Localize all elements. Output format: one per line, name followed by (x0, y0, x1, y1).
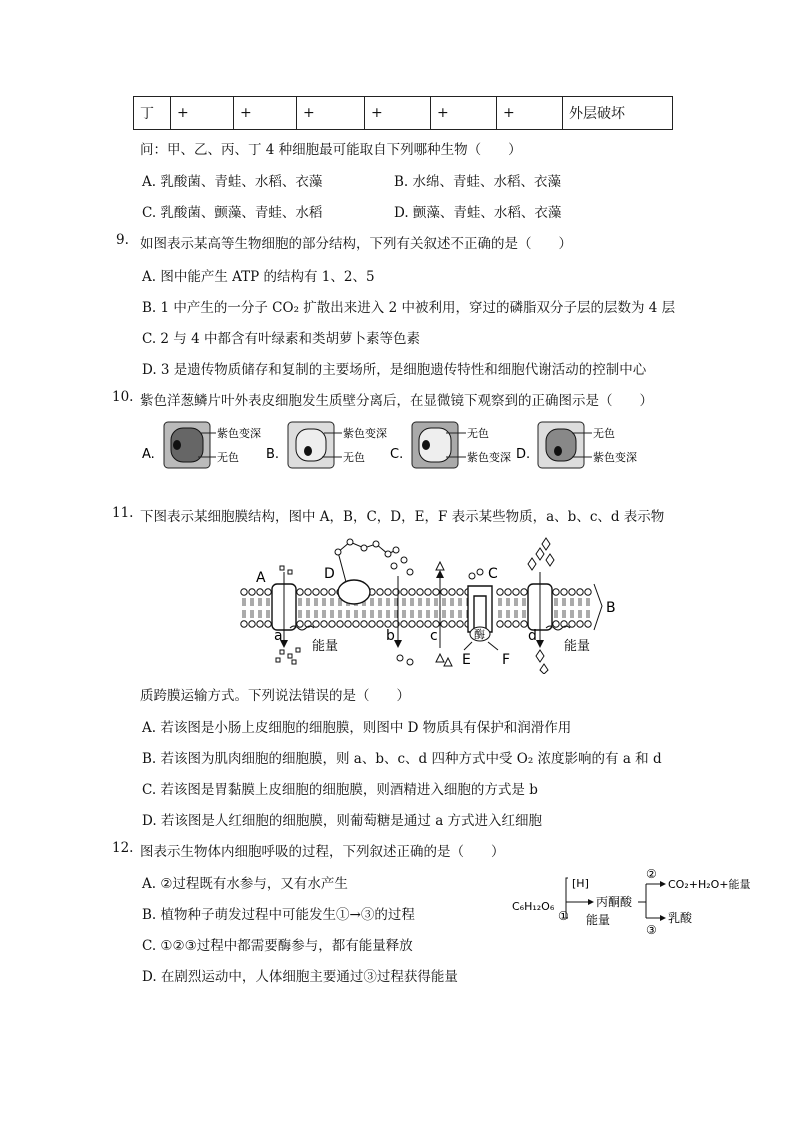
phospholipid-head (497, 621, 503, 627)
label-bottom: 紫色变深 (467, 451, 511, 464)
phospholipid-head (449, 589, 455, 595)
phospholipid-head (361, 621, 367, 627)
phospholipid-head (409, 589, 415, 595)
phospholipid-tail (563, 610, 565, 618)
q12-option-c: C. ①②③过程中都需要酶参与，都有能量释放 (142, 938, 413, 954)
phospholipid-tail (587, 610, 589, 618)
phospholipid-tail (435, 598, 437, 606)
label-E: E (462, 652, 471, 668)
phospholipid-tail (435, 610, 437, 618)
label-B: B (606, 600, 616, 616)
phospholipid-tail (251, 598, 253, 606)
q11-option-c: C. 若该图是胃黏膜上皮细胞的细胞膜，则酒精进入细胞的方式是 b (142, 782, 538, 798)
q9-option-b: B. 1 中产生的一分子 CO₂ 扩散出来进入 2 中被利用，穿过的磷脂双分子层的层数为 4 层 (142, 300, 676, 316)
phospholipid-head (329, 589, 335, 595)
phospholipid-tail (563, 598, 565, 606)
label-A: A (256, 570, 266, 586)
phospholipid-head (241, 589, 247, 595)
phospholipid-head (441, 589, 447, 595)
nucleus (173, 440, 181, 450)
q9-number: 9. (116, 232, 129, 248)
phospholipid-head (433, 589, 439, 595)
phospholipid-head (409, 621, 415, 627)
phospholipid-head (401, 621, 407, 627)
phospholipid-tail (523, 598, 525, 606)
phospholipid-tail (323, 610, 325, 618)
phospholipid-head (569, 589, 575, 595)
phospholipid-head (585, 621, 591, 627)
q9-stem: 如图表示某高等生物细胞的部分结构，下列有关叙述不正确的是（ ） (140, 236, 572, 252)
phospholipid-head (513, 621, 519, 627)
phospholipid-head (297, 621, 303, 627)
phospholipid-head (401, 589, 407, 595)
label-d: d (528, 628, 537, 644)
phospholipid-tail (403, 598, 405, 606)
phospholipid-tail (419, 598, 421, 606)
lactic-acid-label: 乳酸 (668, 911, 693, 925)
q11-option-b: B. 若该图为肌肉细胞的细胞膜，则 a、b、c、d 四种方式中受 O₂ 浓度影响的有 a 和 d (142, 751, 662, 767)
panel-letter: D. (516, 447, 531, 462)
phospholipid-tail (523, 610, 525, 618)
phospholipid-head (257, 621, 263, 627)
phospholipid-head (377, 589, 383, 595)
label-b: b (386, 628, 395, 644)
phospholipid-tail (379, 610, 381, 618)
table-row (134, 97, 673, 130)
phospholipid-tail (427, 598, 429, 606)
phospholipid-head (353, 621, 359, 627)
step-2-label: ② (646, 867, 657, 881)
phospholipid-tail (451, 598, 453, 606)
label-c: c (430, 628, 438, 644)
phospholipid-head (321, 621, 327, 627)
phospholipid-head (417, 589, 423, 595)
phospholipid-head (241, 621, 247, 627)
phospholipid-tail (323, 598, 325, 606)
table-cell: + (297, 97, 365, 130)
nucleus (304, 446, 312, 456)
phospholipid-head (385, 621, 391, 627)
phospholipid-tail (451, 610, 453, 618)
phospholipid-head (457, 589, 463, 595)
label-top: 紫色变深 (217, 427, 261, 440)
q10-number: 10. (112, 389, 134, 405)
phospholipid-tail (387, 598, 389, 606)
q8-stem: 问：甲、乙、丙、丁 4 种细胞最可能取自下列哪种生物（ ） (140, 142, 522, 158)
phospholipid-tail (411, 598, 413, 606)
q10-stem: 紫色洋葱鳞片叶外表皮细胞发生质壁分离后，在显微镜下观察到的正确图示是（ ） (140, 393, 653, 409)
phospholipid-tail (443, 610, 445, 618)
phospholipid-tail (267, 610, 269, 618)
phospholipid-tail (299, 610, 301, 618)
nucleus (554, 446, 562, 456)
phospholipid-tail (331, 610, 333, 618)
phospholipid-tail (355, 610, 357, 618)
phospholipid-head (585, 589, 591, 595)
phospholipid-tail (459, 610, 461, 618)
q8-option-b: B. 水绵、青蛙、水稻、衣藻 (394, 174, 562, 190)
q12-option-b: B. 植物种子萌发过程中可能发生①→③的过程 (142, 907, 415, 923)
phospholipid-head (505, 589, 511, 595)
phospholipid-head (425, 621, 431, 627)
phospholipid-tail (411, 610, 413, 618)
phospholipid-head (249, 621, 255, 627)
label-a: a (274, 628, 283, 644)
q9-option-c: C. 2 与 4 中都含有叶绿素和类胡萝卜素等色素 (142, 331, 420, 347)
glucose-label: C₆H₁₂O₆ (512, 900, 555, 913)
phospholipid-tail (299, 598, 301, 606)
phospholipid-tail (307, 610, 309, 618)
phospholipid-head (297, 589, 303, 595)
panel-letter: B. (266, 447, 280, 462)
q12-stem: 图表示生物体内细胞呼吸的过程，下列叙述正确的是（ ） (140, 844, 505, 860)
q11-option-d: D. 若该图是人红细胞的细胞膜，则葡萄糖是通过 a 方式进入红细胞 (142, 813, 543, 829)
table-cell: + (497, 97, 563, 130)
phospholipid-tail (579, 610, 581, 618)
phospholipid-head (553, 589, 559, 595)
phospholipid-tail (443, 598, 445, 606)
label-bottom: 无色 (217, 451, 239, 464)
phospholipid-tail (403, 610, 405, 618)
phospholipid-tail (507, 598, 509, 606)
panel-c (390, 422, 511, 468)
phospholipid-tail (243, 610, 245, 618)
phospholipid-tail (347, 610, 349, 618)
phospholipid-head (313, 589, 319, 595)
table-cell: + (171, 97, 234, 130)
respiration-diagram (510, 866, 760, 936)
q8-option-a: A. 乳酸菌、青蛙、水稻、衣藻 (142, 174, 323, 190)
phospholipid-tail (339, 610, 341, 618)
phospholipid-tail (419, 610, 421, 618)
phospholipid-head (577, 589, 583, 595)
plasmolysis-figure (138, 417, 678, 471)
phospholipid-tail (307, 598, 309, 606)
label-top: 无色 (593, 427, 615, 440)
phospholipid-head (441, 621, 447, 627)
label-top: 紫色变深 (343, 427, 387, 440)
label-top: 无色 (467, 427, 489, 440)
h-label: [H] (572, 877, 589, 890)
pyruvate-label: 丙酮酸 (596, 895, 633, 909)
phospholipid-tail (499, 610, 501, 618)
table-cell: + (234, 97, 297, 130)
phospholipid-head (377, 621, 383, 627)
phospholipid-head (321, 589, 327, 595)
aerobic-product-label: CO₂+H₂O+能量 (668, 878, 751, 891)
phospholipid-head (257, 589, 263, 595)
phospholipid-tail (363, 610, 365, 618)
glycoprotein-d (338, 580, 370, 604)
phospholipid-head (457, 621, 463, 627)
channel-protein-c (468, 586, 492, 632)
panel-a (142, 422, 261, 468)
label-D: D (324, 566, 335, 582)
phospholipid-tail (555, 610, 557, 618)
phospholipid-head (369, 621, 375, 627)
table-cell: 丁 (134, 97, 171, 130)
label-F: F (502, 652, 511, 668)
phospholipid-tail (515, 598, 517, 606)
result-table (133, 96, 673, 130)
phospholipid-tail (395, 610, 397, 618)
phospholipid-head (521, 589, 527, 595)
label-bottom: 紫色变深 (593, 451, 637, 464)
phospholipid-head (425, 589, 431, 595)
phospholipid-tail (371, 598, 373, 606)
phospholipid-tail (459, 598, 461, 606)
phospholipid-head (265, 621, 271, 627)
phospholipid-tail (259, 598, 261, 606)
label-C: C (488, 566, 498, 582)
phospholipid-tail (579, 598, 581, 606)
phospholipid-tail (587, 598, 589, 606)
phospholipid-head (337, 621, 343, 627)
panel-d (516, 422, 637, 468)
protoplast (296, 429, 326, 461)
phospholipid-head (305, 589, 311, 595)
phospholipid-tail (243, 598, 245, 606)
nucleus (422, 440, 430, 450)
phospholipid-tail (315, 598, 317, 606)
phospholipid-tail (371, 610, 373, 618)
phospholipid-head (561, 589, 567, 595)
q11-stem-continued: 质跨膜运输方式。下列说法错误的是（ ） (140, 688, 410, 704)
phospholipid-tail (571, 598, 573, 606)
phospholipid-tail (379, 598, 381, 606)
phospholipid-tail (259, 610, 261, 618)
panel-b (266, 422, 387, 468)
phospholipid-head (497, 589, 503, 595)
phospholipid-head (433, 621, 439, 627)
phospholipid-head (385, 589, 391, 595)
q11-option-a: A. 若该图是小肠上皮细胞的细胞膜，则图中 D 物质具有保护和润滑作用 (142, 720, 572, 736)
step-3-label: ③ (646, 923, 657, 936)
phospholipid-tail (499, 598, 501, 606)
phospholipid-tail (267, 598, 269, 606)
phospholipid-head (553, 621, 559, 627)
phospholipid-head (521, 621, 527, 627)
q12-option-a: A. ②过程既有水参与，又有水产生 (142, 876, 348, 892)
phospholipid-head (417, 621, 423, 627)
phospholipid-head (265, 589, 271, 595)
protoplast (546, 429, 576, 461)
phospholipid-head (313, 621, 319, 627)
phospholipid-tail (515, 610, 517, 618)
q8-option-d: D. 颤藻、青蛙、水稻、衣藻 (394, 205, 562, 221)
q12-number: 12. (112, 840, 134, 856)
q9-option-d: D. 3 是遗传物质储存和复制的主要场所，是细胞遗传特性和细胞代谢活动的控制中心 (142, 362, 647, 378)
phospholipid-tail (571, 610, 573, 618)
q11-number: 11. (112, 505, 134, 521)
phospholipid-tail (555, 598, 557, 606)
label-bottom: 无色 (343, 451, 365, 464)
phospholipid-head (505, 621, 511, 627)
phospholipid-tail (507, 610, 509, 618)
table-cell: + (431, 97, 497, 130)
phospholipid-head (577, 621, 583, 627)
q9-option-a: A. 图中能产生 ATP 的结构有 1、2、5 (142, 269, 375, 285)
panel-letter: C. (390, 447, 404, 462)
energy-label: 能量 (312, 639, 339, 654)
phospholipid-head (569, 621, 575, 627)
panel-letter: A. (142, 447, 155, 462)
phospholipid-tail (331, 598, 333, 606)
phospholipid-tail (315, 610, 317, 618)
phospholipid-tail (387, 610, 389, 618)
phospholipid-tail (427, 610, 429, 618)
q8-option-c: C. 乳酸菌、颤藻、青蛙、水稻 (142, 205, 323, 221)
phospholipid-head (513, 589, 519, 595)
phospholipid-head (345, 621, 351, 627)
phospholipid-tail (251, 610, 253, 618)
q12-option-d: D. 在剧烈运动中，人体细胞主要通过③过程获得能量 (142, 969, 458, 985)
q11-stem: 下图表示某细胞膜结构，图中 A，B，C，D，E，F 表示某些物质，a、b、c、d 表示物 (140, 509, 665, 525)
table-cell: + (365, 97, 431, 130)
phospholipid-head (329, 621, 335, 627)
phospholipid-head (249, 589, 255, 595)
table-cell: 外层破坏 (563, 97, 673, 130)
energy-label: 能量 (586, 913, 611, 927)
membrane-diagram (240, 532, 620, 674)
phospholipid-head (449, 621, 455, 627)
energy-label: 能量 (564, 639, 591, 654)
step-1-label: ① (558, 909, 569, 923)
phospholipid-tail (395, 598, 397, 606)
enzyme-label: 酶 (474, 628, 485, 641)
